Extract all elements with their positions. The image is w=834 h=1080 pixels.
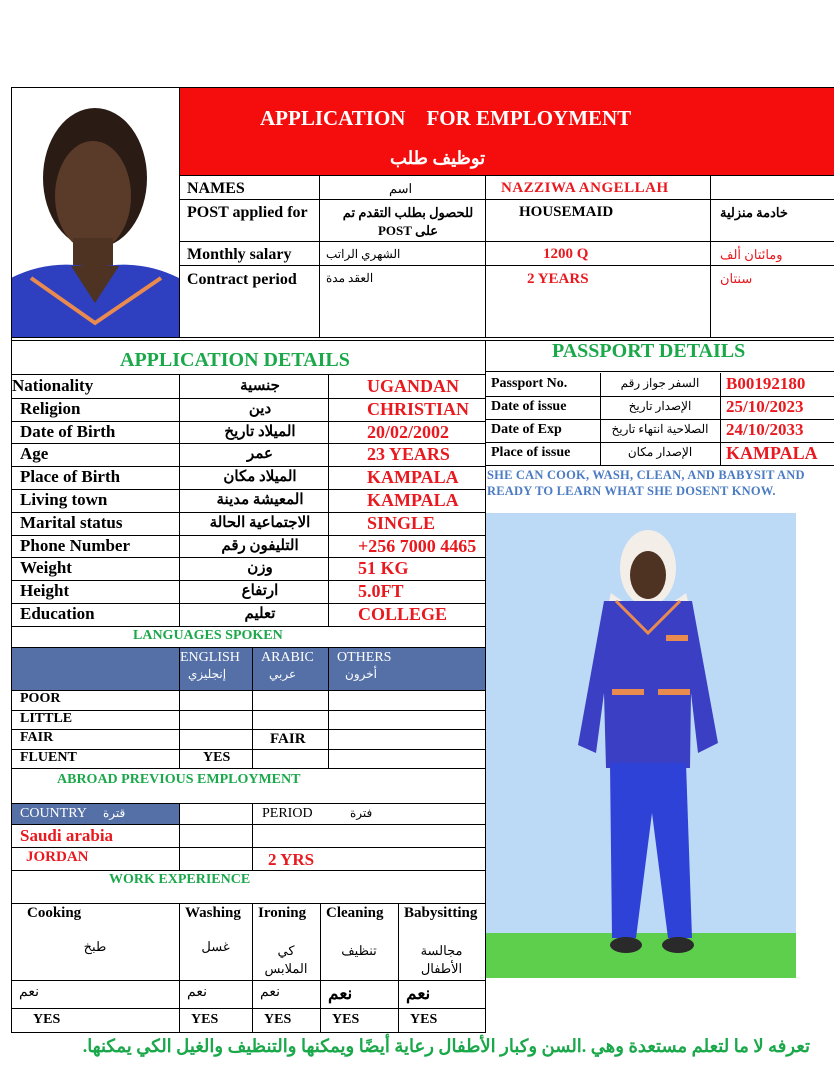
work-col-ans: YES [264,1012,292,1027]
app-row-value: 5.0FT [358,581,404,602]
work-col-ar: غسل [201,939,230,954]
country-1: Saudi arabia [20,826,114,845]
work-col-en: Cooking [27,905,82,921]
period-label-ar: فترة [350,806,373,820]
contract-value: 2 YEARS [527,271,589,287]
post-value: HOUSEMAID [519,204,614,220]
names-label-ar: اسم [389,181,413,196]
work-col-ans: YES [33,1012,61,1027]
work-col-ans: YES [410,1012,438,1027]
post-label-ar: للحصول بطلب التقدم تم على POST [342,205,474,238]
app-row-value: CHRISTIAN [367,398,470,419]
languages-header-bar [12,648,485,690]
work-col-en: Babysitting [404,905,478,921]
passport-col-line [600,373,601,465]
names-value: NAZZIWA ANGELLAH [501,180,669,196]
app-col-line [179,375,180,626]
passport-row-label-ar: الإصدار مكان [627,445,693,459]
app-row-label: Weight [20,558,72,578]
app-row-value: 51 KG [358,558,409,579]
passport-heading: PASSPORT DETAILS [552,340,746,362]
app-row-value: UGANDAN [367,376,459,396]
passport-col-line [720,373,721,465]
app-row-label-ar: الميلاد تاريخ [224,423,296,440]
arabic-level-value: FAIR [270,731,306,747]
passport-row-label-ar: الصلاحية انتهاء تاريخ [611,422,709,436]
language-col-en: ENGLISH [180,650,240,665]
form-title-ar: توظيف طلب [390,148,486,168]
post-value-ar: خادمة منزلية [720,205,788,220]
language-col-en: OTHERS [337,650,392,665]
passport-row-line [486,465,834,466]
work-col-ans-ar: نعم [19,985,39,1000]
skills-note: SHE CAN COOK, WASH, CLEAN, AND BABYSIT AND READY TO LEARN WHAT SHE DOSENT KNOW. [487,468,805,498]
app-row-label-ar: الميلاد مكان [223,469,297,486]
names-label: NAMES [187,180,245,197]
full-body-photo [486,513,796,978]
header-bar [180,88,834,175]
contract-value-ar: سنتان [720,271,753,286]
app-row-value: +256 7000 4465 [358,535,477,556]
app-row-line [11,626,485,627]
work-heading: WORK EXPERIENCE [109,872,251,887]
app-row-label: Phone Number [20,535,131,555]
app-row-label: Education [20,604,95,623]
language-col-ar: أخرون [345,667,377,681]
work-col-ar: مجالسة الأطفال [420,943,463,976]
languages-heading: LANGUAGES SPOKEN [133,628,283,643]
app-row-value: KAMPALA [367,467,459,488]
abroad-heading: ABROAD PREVIOUS EMPLOYMENT [57,772,301,787]
app-row-label-ar: التليفون رقم [221,537,299,554]
app-row-label: Height [20,581,70,601]
work-col-ans: YES [191,1012,219,1027]
language-level-label: FLUENT [20,750,77,765]
country-label: COUNTRY [20,806,87,821]
language-col-ar: إنجليزي [188,667,227,681]
work-col-en: Cleaning [326,905,384,921]
work-col-ar: تنظيف [341,943,377,958]
app-row-value: COLLEGE [358,604,448,624]
app-row-value: 20/02/2002 [367,421,450,442]
language-col-ar: عربي [269,667,297,681]
contract-label-ar: العقد مدة [326,271,374,285]
language-level-label: POOR [20,691,61,706]
app-row-label: Religion [20,398,81,418]
work-col-line [252,903,253,1033]
language-level-label: LITTLE [20,711,73,726]
app-row-value: SINGLE [367,512,436,533]
app-row-label: Nationality [12,376,94,395]
work-col-ans: YES [332,1012,360,1027]
salary-value-ar: ومائتان ألف [720,247,783,262]
app-row-value: KAMPALA [367,490,459,510]
portrait-photo [11,88,179,338]
passport-row-value: 24/10/2033 [726,420,804,439]
period-value: 2 YRS [268,850,315,869]
app-row-label-ar: جنسية [240,378,280,394]
app-col-line [328,375,329,626]
period-label: PERIOD [262,806,313,821]
english-level-value: YES [203,750,231,765]
work-col-ar: طبخ [83,939,107,954]
footer-text: تعرفه لا ما لتعلم مستعدة وهي .السن وكبار الأطفال رعاية أيضًا ويمكنها والتنظيف والغيل الكي يمكنها. [82,1036,810,1056]
salary-value: 1200 Q [543,246,589,262]
work-col-line [179,903,180,1033]
work-col-en: Ironing [258,905,307,921]
language-col-en: ARABIC [261,650,314,665]
salary-label-ar: الشهري الراتب [326,247,401,261]
app-row-value: 23 YEARS [367,444,450,465]
app-row-label-ar: عمر [247,446,273,463]
country-label-ar: قترة [103,806,126,820]
salary-label: Monthly salary [187,246,292,263]
app-row-label: Date of Birth [20,421,116,441]
passport-row-label: Date of Exp [491,422,562,437]
passport-row-label: Passport No. [491,376,568,391]
work-col-line [398,903,399,1033]
work-col-en: Washing [185,905,241,921]
app-row-label: Age [20,444,49,464]
app-row-label: Living town [20,490,108,509]
passport-row-label-ar: السفر جواز رقم [620,376,700,390]
work-col-ans-ar: نعم [187,985,207,1000]
work-col-ans-ar: نعم [406,984,431,1003]
app-row-label-ar: دين [248,400,272,417]
application-heading: APPLICATION DETAILS [120,349,350,371]
language-level-label: FAIR [20,730,54,745]
country-2: JORDAN [26,849,89,865]
passport-row-value: B00192180 [726,374,806,393]
work-col-line [320,903,321,1033]
passport-row-label-ar: الإصدار تاريخ [628,399,692,413]
app-row-label-ar: المعيشة مدينة [216,492,304,508]
passport-row-value: KAMPALA [726,443,818,463]
app-row-label: Place of Birth [20,467,121,487]
app-row-label-ar: تعليم [244,606,276,622]
work-col-ar: كي الملابس [264,943,308,976]
app-row-label-ar: ارتفاع [241,583,279,600]
app-row-label-ar: الاجتماعية الحالة [209,514,311,531]
app-row-label: Marital status [20,512,123,532]
contract-label: Contract period [187,271,297,288]
form-title: APPLICATION FOR EMPLOYMENT [260,106,632,130]
work-col-ans-ar: نعم [260,985,280,1000]
app-row-label-ar: وزن [247,560,273,577]
passport-row-label: Place of issue [491,445,571,460]
passport-row-value: 25/10/2023 [726,397,804,416]
post-label: POST applied for [187,204,308,221]
passport-row-label: Date of issue [491,399,567,414]
work-col-ans-ar: نعم [328,984,353,1003]
